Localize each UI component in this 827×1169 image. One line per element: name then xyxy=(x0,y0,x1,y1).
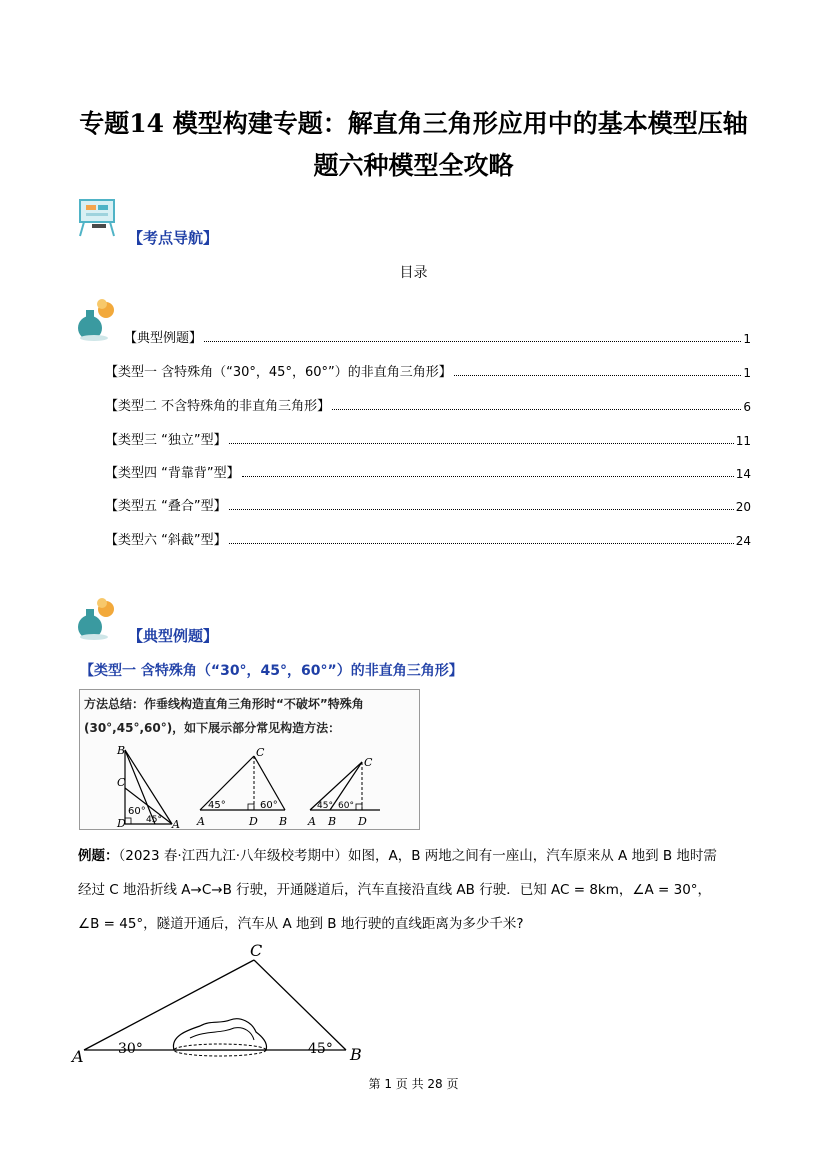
toc-entry[interactable] xyxy=(105,528,751,548)
document-title-line-2: 题六种模型全攻略 xyxy=(313,151,514,180)
vertex-A-label: A xyxy=(72,1047,84,1066)
toc-entry-label: 【类型三 “独立”型】 xyxy=(105,433,227,448)
fig1-label-C: C xyxy=(117,776,126,789)
toc-entry-label: 【典型例题】 xyxy=(124,331,203,346)
fig2-label-D: D xyxy=(249,815,258,828)
vertex-B-label: B xyxy=(350,1045,362,1064)
fig3-angle-45: 45° xyxy=(317,801,333,811)
construction-figures xyxy=(80,740,418,828)
toc-entry-label: 【类型一 含特殊角（“30°，45°，60°”）的非直角三角形】 xyxy=(105,365,452,380)
summary-line-2: (30°,45°,60°)，如下展示部分常见构造方法： xyxy=(84,721,341,735)
toc-page-number: 1 xyxy=(743,366,751,380)
fig3-label-A: A xyxy=(308,815,316,828)
fig3-label-B: B xyxy=(328,815,337,828)
toc-entry[interactable] xyxy=(124,326,751,346)
toc-entry-label: 【类型四 “背靠背”型】 xyxy=(105,466,240,481)
page-footer: 第 1 页 共 28 页 xyxy=(368,1077,459,1091)
toc-page-number: 20 xyxy=(735,500,751,514)
toc-page-number: 1 xyxy=(743,332,751,346)
section-label: 【典型例题】 xyxy=(128,627,219,645)
mountain-shape xyxy=(173,1019,266,1050)
example-line-2: 经过 C 地沿折线 A→C→B 行驶，开通隧道后，汽车直接沿直线 AB 行驶．已知 AC = 8km，∠A = 30°， xyxy=(78,882,712,898)
example-line-1 xyxy=(78,842,758,870)
type1-heading: 【类型一 含特殊角（“30°，45°，60°”）的非直角三角形】 xyxy=(80,663,463,679)
toc-entry[interactable] xyxy=(105,394,751,414)
toc-leader-dots xyxy=(332,408,741,410)
toc-entry-label: 【类型二 不含特殊角的非直角三角形】 xyxy=(105,399,331,414)
toc-leader-dots xyxy=(229,442,734,444)
toc-entry-label: 【类型六 “斜截”型】 xyxy=(105,533,227,548)
fig2-label-A: A xyxy=(197,815,205,828)
toc-page-number: 14 xyxy=(735,467,751,481)
toc-page-number: 6 xyxy=(743,400,751,414)
toc-leader-dots xyxy=(204,340,741,342)
fig2-label-C: C xyxy=(256,746,265,759)
toc-entry[interactable] xyxy=(105,360,751,380)
angle-A-label: 30° xyxy=(118,1041,143,1057)
fig2-angle-45: 45° xyxy=(208,800,226,811)
toc-page-number: 11 xyxy=(735,434,751,448)
toc-entry[interactable] xyxy=(105,461,751,481)
fig2-label-B: B xyxy=(279,815,288,828)
toc-leader-dots xyxy=(229,508,734,510)
document-title-line-1: 专题14 模型构建专题：解直角三角形应用中的基本模型压轴 xyxy=(79,109,748,138)
chalkboard-icon xyxy=(78,196,118,238)
construction-figure-3 xyxy=(307,756,380,828)
construction-figure-1 xyxy=(116,744,180,828)
nav-label: 【考点导航】 xyxy=(128,229,219,247)
fig1-angle-60: 60° xyxy=(128,806,146,817)
fig3-label-D: D xyxy=(358,815,367,828)
toc-entry[interactable] xyxy=(105,494,751,514)
summary-line-1: 方法总结：作垂线构造直角三角形时“不破坏”特殊角 xyxy=(84,697,364,711)
angle-B-label: 45° xyxy=(308,1041,333,1057)
fig1-label-B: B xyxy=(117,744,126,757)
mountain-triangle-figure xyxy=(70,940,370,1070)
toc-title: 目录 xyxy=(399,265,428,281)
fig1-label-A: A xyxy=(172,818,180,828)
toc-entry[interactable] xyxy=(105,428,751,448)
toc-page-number: 24 xyxy=(735,534,751,548)
toc-leader-dots xyxy=(242,475,734,477)
flask-icon xyxy=(76,298,120,342)
toc-entry-label: 【类型五 “叠合”型】 xyxy=(105,499,227,514)
fig3-angle-60: 60° xyxy=(338,801,354,811)
fig1-label-D: D xyxy=(117,817,126,828)
example-text-1: （2023 春·江西九江·八年级校考期中）如图，A，B 两地之间有一座山，汽车原来从 A 地到 B 地时需 xyxy=(118,848,717,864)
flask-icon xyxy=(76,597,120,641)
construction-figure-2 xyxy=(196,746,287,828)
example-line-3: ∠B = 45°，隧道开通后，汽车从 A 地到 B 地行驶的直线距离为多少千米? xyxy=(78,916,524,932)
example-label: 例题： xyxy=(78,848,119,864)
fig1-angle-45: 45° xyxy=(146,815,162,825)
vertex-C-label: C xyxy=(250,941,263,960)
fig2-angle-60: 60° xyxy=(260,800,278,811)
toc-leader-dots xyxy=(229,542,734,544)
toc-leader-dots xyxy=(454,374,742,376)
fig3-label-C: C xyxy=(364,756,373,769)
